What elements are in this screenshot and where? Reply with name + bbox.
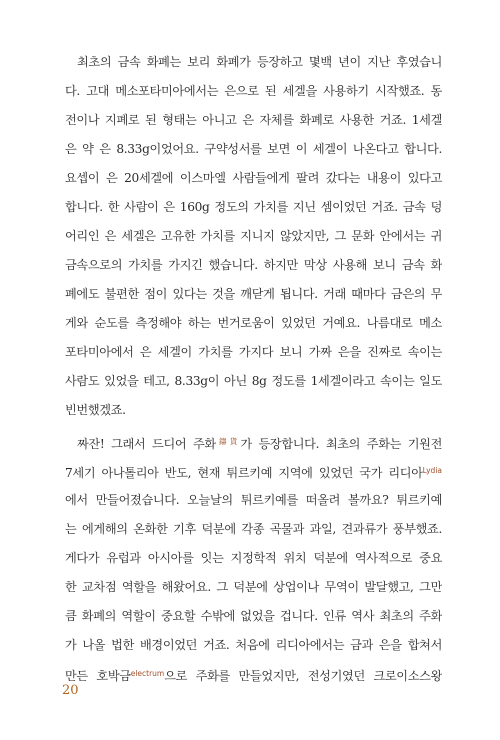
gloss-annotation: 鑄貨 <box>215 437 241 446</box>
text-line: 폐에도 불편한 점이 있다는 것을 깨닫게 됩니다. 거래 때마다 금은의 무 <box>65 287 442 301</box>
text-line: 요셉이 은 20세겔에 이스마엘 사람들에게 팔려 갔다는 내용이 있다고 <box>65 171 442 185</box>
text-line: 가 나올 법한 배경이었던 거죠. 처음에 리디아에서는 금과 은을 합쳐서 <box>65 638 442 652</box>
text-line: 짜잔! 그래서 드디어 주화$^{鑄貨}$가 등장합니다. 최초의 주화는 기원전 <box>77 437 442 451</box>
text-line: 는 에게해의 온화한 기후 덕분에 각종 곡물과 과일, 견과류가 풍부했죠. <box>65 522 442 536</box>
gloss-annotation: Lydia <box>422 466 442 475</box>
text-line: 최초의 금속 화폐는 보리 화폐가 등장하고 몇백 년이 지난 후였습니 <box>77 55 442 69</box>
text-line: 어리인 은 세겔은 고유한 가치를 지니지 않았지만, 그 문화 안에서는 귀 <box>65 229 442 243</box>
gloss-annotation: electrum <box>130 669 165 678</box>
text-line: 만든 호박금$^{electrum}$으로 주화를 만들었지만, 전성기였던 크로이소스왕 <box>65 669 442 683</box>
text-line: 빈번했겠죠. <box>65 403 126 417</box>
text-line: 다. 고대 메소포타미아에서는 은으로 된 세겔을 사용하기 시작했죠. 동 <box>65 84 442 98</box>
text-line: 금속으로의 가치를 가지긴 했습니다. 하지만 막상 사용해 보니 금속 화 <box>65 258 442 272</box>
text-line: 게와 순도를 측정해야 하는 번거로움이 있었던 거예요. 나름대로 메소 <box>65 316 442 330</box>
text-line: 포타미아에서 은 세겔이 가치를 가지다 보니 가짜 은을 진짜로 속이는 <box>65 345 442 359</box>
text-line: 전이나 지폐로 된 형태는 아니고 은 자체를 화폐로 사용한 거죠. 1세겔 <box>65 113 442 127</box>
text-line: 게다가 유럽과 아시아를 잇는 지정학적 위치 덕분에 역사적으로 중요 <box>65 551 442 565</box>
text-line: 7세기 아나톨리아 반도, 현재 튀르키예 지역에 있었던 국가 리디아$^{Lydia}$ <box>65 466 442 480</box>
text-line: 은 약 은 8.33g이었어요. 구약성서를 보면 이 세겔이 나온다고 합니다. <box>65 142 442 156</box>
page-number: 20 <box>62 683 79 698</box>
text-line: 사람도 있었을 테고, 8.33g이 아닌 8g 정도를 1세겔이라고 속이는 일도 <box>65 374 442 388</box>
text-line: 에서 만들어졌습니다. 오늘날의 튀르키예를 떠올려 볼까요? 튀르키예 <box>65 493 442 507</box>
text-line: 큼 화폐의 역할이 중요할 수밖에 없었을 겁니다. 인류 역사 최초의 주화 <box>65 609 442 623</box>
text-line: 합니다. 한 사람이 은 160g 정도의 가치를 지닌 셈이었던 거죠. 금속 덩 <box>65 200 442 214</box>
text-line: 한 교차점 역할을 해왔어요. 그 덕분에 상업이나 무역이 발달했고, 그만 <box>65 580 442 594</box>
